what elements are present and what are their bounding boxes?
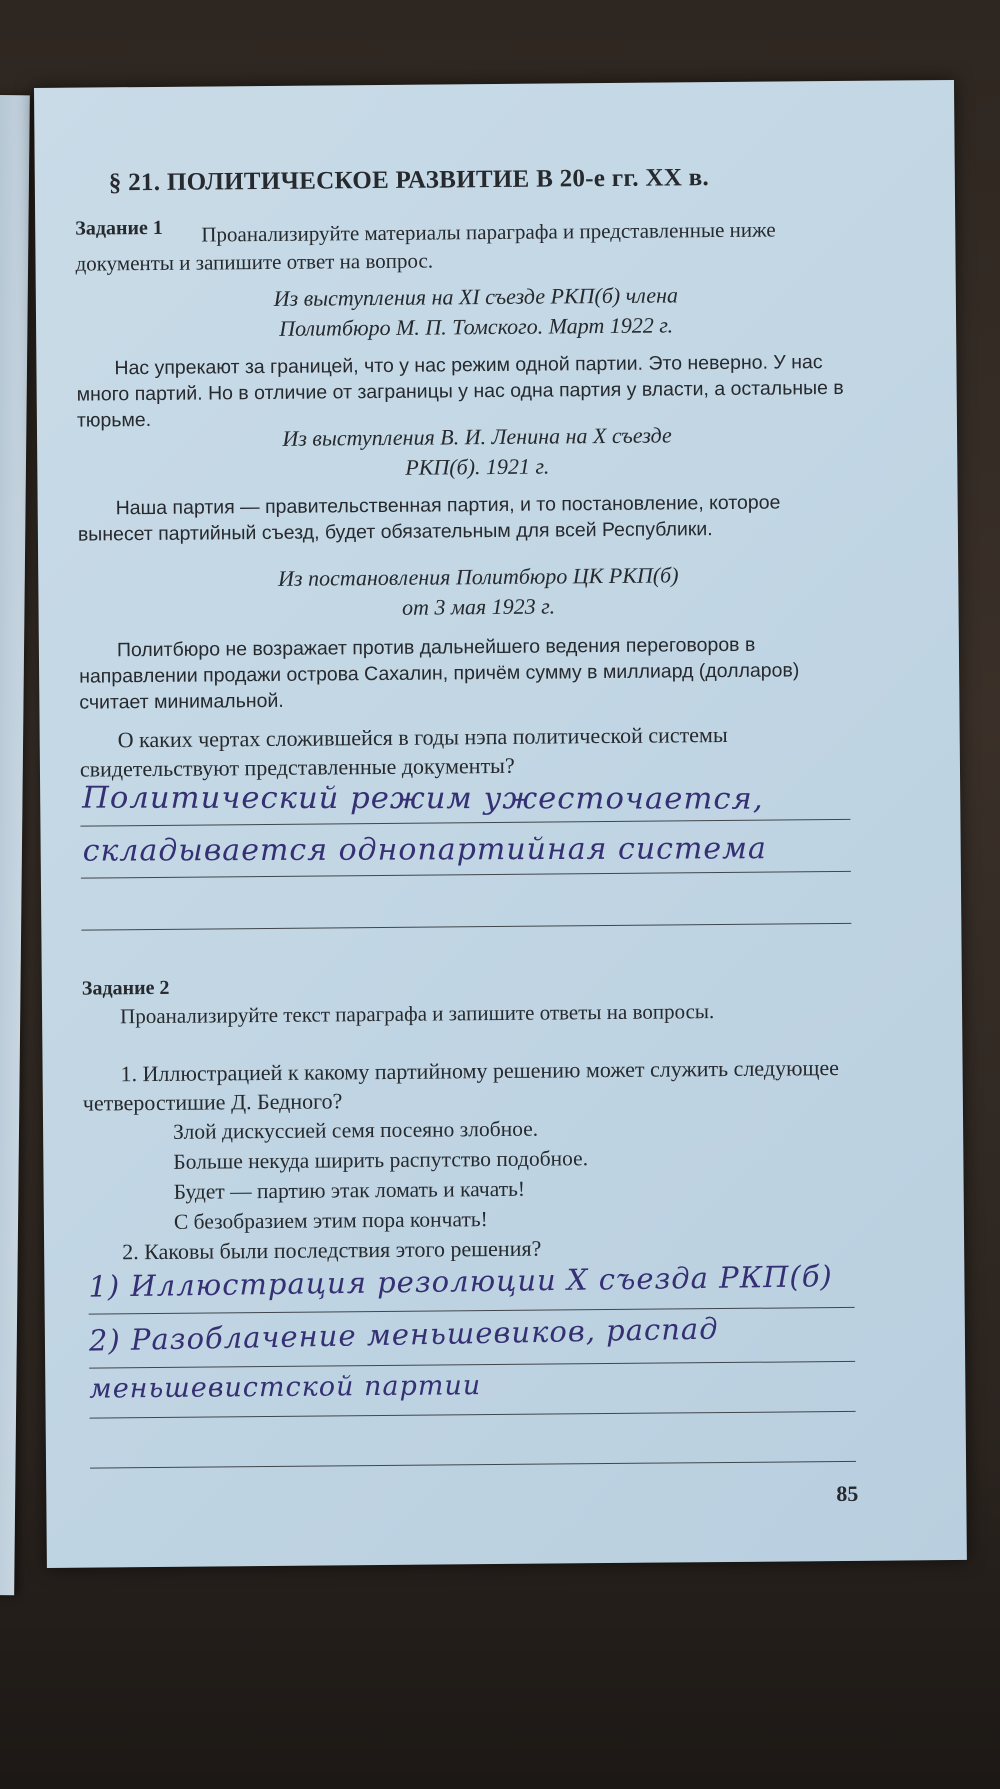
task1-instruction: Проанализируйте материалы параграфа и представленные ниже документы и запишите ответ на вопрос. (75, 217, 776, 276)
doc2-text: Наша партия — правительственная партия, и то постановление, которое вынесет партийный съезд, будет обязательным для всей Республики. (77, 491, 781, 546)
poem-line: Будет — партию этак ломать и качать! (173, 1176, 526, 1204)
answer-rule (81, 923, 851, 931)
task2-answer-line3: меньшевистской партии (89, 1370, 482, 1405)
poem-line: Злой дискуссией семя посеяно злобное. (173, 1116, 539, 1144)
task1-question: О каких чертах сложившейся в годы нэпа политической системы свидетельствуют представленные документы? (79, 721, 728, 782)
doc3-title: Из постановления Политбюро ЦК РКП(б) от 3 мая 1923 г. (277, 562, 679, 620)
doc3-text: Политбюро не возражает против дальнейшего ведения переговоров в направлении продажи острова Сахалин, причём сумму в миллиард (долларов) считает минимальной. (79, 633, 800, 714)
task1-answer-line1: Политический режим ужесточается, (82, 780, 764, 817)
task2-heading: Задание 2 (81, 976, 170, 1000)
answer-rule (90, 1461, 856, 1469)
task2-question2: 2. Каковы были последствия этого решения? (122, 1235, 542, 1265)
page-number: 85 (836, 1480, 859, 1507)
task2-instruction: Проанализируйте текст параграфа и запишите ответы на вопросы. (119, 999, 715, 1029)
doc2-title: Из выступления В. И. Ленина на X съезде РКП(б). 1921 г. (282, 422, 672, 480)
task2-answer-line1: 1) Иллюстрация резолюции X съезда РКП(б) (88, 1259, 833, 1304)
answer-rule (89, 1307, 855, 1315)
page-title: § 21. ПОЛИТИЧЕСКОЕ РАЗВИТИЕ В 20-е гг. XX в. (108, 164, 710, 197)
answer-rule (81, 871, 851, 879)
answer-rule (89, 1361, 855, 1369)
doc1-text: Нас упрекают за границей, что у нас режим одной партии. Это неверно. У нас много партий. Но в отличие от заграницы у нас одна партия у власти, а остальные в тюрьме. (76, 351, 844, 432)
task1-answer-line2: складывается однопартийная система (82, 831, 767, 869)
task2-question1: 1. Иллюстрацией к какому партийному решению может служить следующее четверостишие Д. Бедного? (82, 1055, 840, 1116)
poem (173, 1111, 854, 1237)
answer-rule (90, 1411, 856, 1419)
doc1-title: Из выступления на XI съезде РКП(б) члена Политбюро М. П. Томского. Март 1922 г. (273, 282, 679, 341)
adjacent-page-edge (0, 95, 30, 1595)
task1-heading: Задание 1 (75, 216, 163, 240)
task2-answer-line2: 2) Разоблачение меньшевиков, распад (88, 1311, 719, 1358)
poem-line: Больше некуда ширить распутство подобное. (173, 1146, 589, 1174)
answer-rule (80, 819, 850, 827)
poem-line: С безобразием этим пора кончать! (173, 1207, 488, 1234)
workbook-page (34, 80, 967, 1568)
